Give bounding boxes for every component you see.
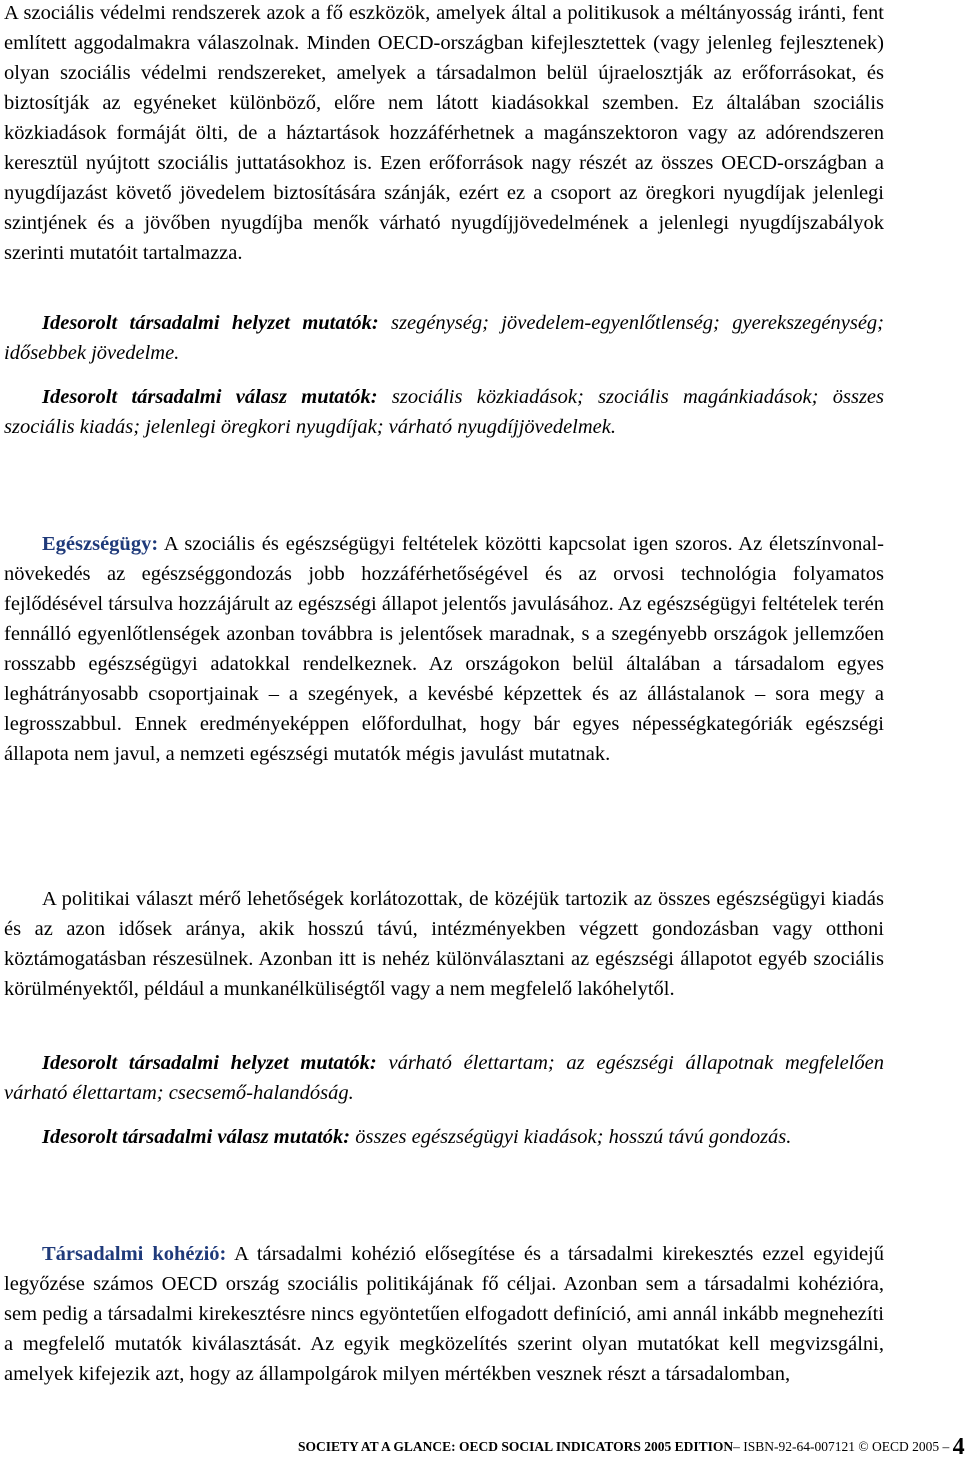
page-number: 4 (952, 1434, 965, 1460)
section-heading-cohesion: Társadalmi kohézió: (42, 1243, 227, 1265)
paragraph-text: A társadalmi kohézió elősegítése és a társadalmi kirekesztés ezzel egyidejű legyőzése számos OECD ország szociális politikájának fő céljai. Azonban sem a társadalmi kohézióra, sem pedig a társadalmi kirekesztésre nincs egyöntetűen elfogadott definíció, ami annál inkább megnehezíti a megfelelő mutatók kiválasztását. Az egyik megközelítés szerint olyan mutatókat kell megvizsgálni, amelyek kifejezik azt, hogy az állampolgárok milyen mértékben vesznek részt a társadalomban, (4, 1243, 884, 1385)
paragraph-status-indicators-1 (4, 308, 884, 368)
paragraph-social-protection: A szociális védelmi rendszerek azok a fő eszközök, amelyek által a politikusok a méltányosság iránti, fent említett aggodalmakra válaszolnak. Minden OECD-országban kifejlesztettek (vagy jelenleg fejlesztenek) olyan szociális védelmi rendszereket, amelyek a társadalmon belül újraelosztják az erőforrásokat, és biztosítják az egyéneket különböző, előre nem látott kiadásokkal szemben. Ez általában szociális közkiadások formáját ölti, de a háztartások hozzáférhetnek a magánszektoron vagy az adórendszeren keresztül nyújtott szociális juttatásokhoz is. Ezen erőforrások nagy részét az összes OECD-országban a nyugdíjazást követő jövedelem biztosítására szánják, ezért ez a csoport az öregkori nyugdíjak jelenlegi szintjének és a jövőben nyugdíjba menők várható nyugdíjjövedelmének a jelenlegi nyugdíjszabályok szerinti mutatóit tartalmazza. (4, 2, 884, 264)
indicator-list: szegénység; jövedelem-egyenlőtlenség; gyerekszegénység; idősebbek jövedelme. (4, 312, 884, 364)
section-heading-health: Egészségügy: (42, 533, 159, 555)
footer-title: SOCIETY AT A GLANCE: OECD SOCIAL INDICATORS 2005 EDITION (298, 1439, 734, 1454)
paragraph-health-policy: A politikai választ mérő lehetőségek korlátozottak, de közéjük tartozik az összes egészségügyi kiadás és az azon idősek aránya, akik hosszú távú, intézményekben végzett gondozásban vagy otthoni köztámogatásban részesülnek. Azonban itt is nehéz különválasztani az egészségi állapotot egyéb szociális körülményektől, például a munkanélküliségtől vagy a nem megfelelő lakóhelytől. (4, 888, 884, 1000)
paragraph-health (4, 529, 884, 769)
indicator-list: összes egészségügyi kiadások; hosszú távú gondozás. (350, 1126, 792, 1148)
page-footer (298, 1434, 965, 1460)
indicator-label: Idesorolt társadalmi helyzet mutatók: (42, 1052, 377, 1074)
indicator-list: szociális közkiadások; szociális magánkiadások; összes szociális kiadás; jelenlegi öregkori nyugdíjak; várható nyugdíjjövedelmek. (4, 386, 884, 438)
paragraph-status-indicators-2 (4, 1048, 884, 1108)
footer-isbn: – ISBN-92-64-007121 © OECD 2005 – (733, 1439, 950, 1454)
paragraph-social-cohesion (4, 1239, 884, 1389)
indicator-label: Idesorolt társadalmi helyzet mutatók: (42, 312, 379, 334)
paragraph-text: A szociális és egészségügyi feltételek közötti kapcsolat igen szoros. Az életszínvonal-növekedés az egészséggondozás jobb hozzáférhetőségével és az orvosi technológia folyamatos fejlődésével társulva hozzájárult az egészségi állapot jelentős javulásához. Az egészségügyi feltételek terén fennálló egyenlőtlenségek azonban továbbra is jelentősek maradnak, s a szegényebb országok jellemzően rosszabb egészségügyi adatokkal rendelkeznek. Az országokon belül általában a társadalom egyes leghátrányosabb csoportjainak – a szegények, a kevésbé képzettek és az állástalanok – sora megy a legrosszabbul. Ennek eredményeképpen előfordulhat, hogy bár egyes népességkategóriák egészségi állapota nem javul, a nemzeti egészségi mutatók mégis javulást mutatnak. (4, 533, 884, 765)
indicator-list: várható élettartam; az egészségi állapotnak megfelelően várható élettartam; csecsemő-halandóság. (4, 1052, 885, 1104)
indicator-label: Idesorolt társadalmi válasz mutatók: (42, 386, 378, 408)
paragraph-response-indicators-1 (4, 382, 884, 442)
indicator-label: Idesorolt társadalmi válasz mutatók: (42, 1126, 351, 1148)
paragraph-response-indicators-2 (4, 1122, 791, 1152)
